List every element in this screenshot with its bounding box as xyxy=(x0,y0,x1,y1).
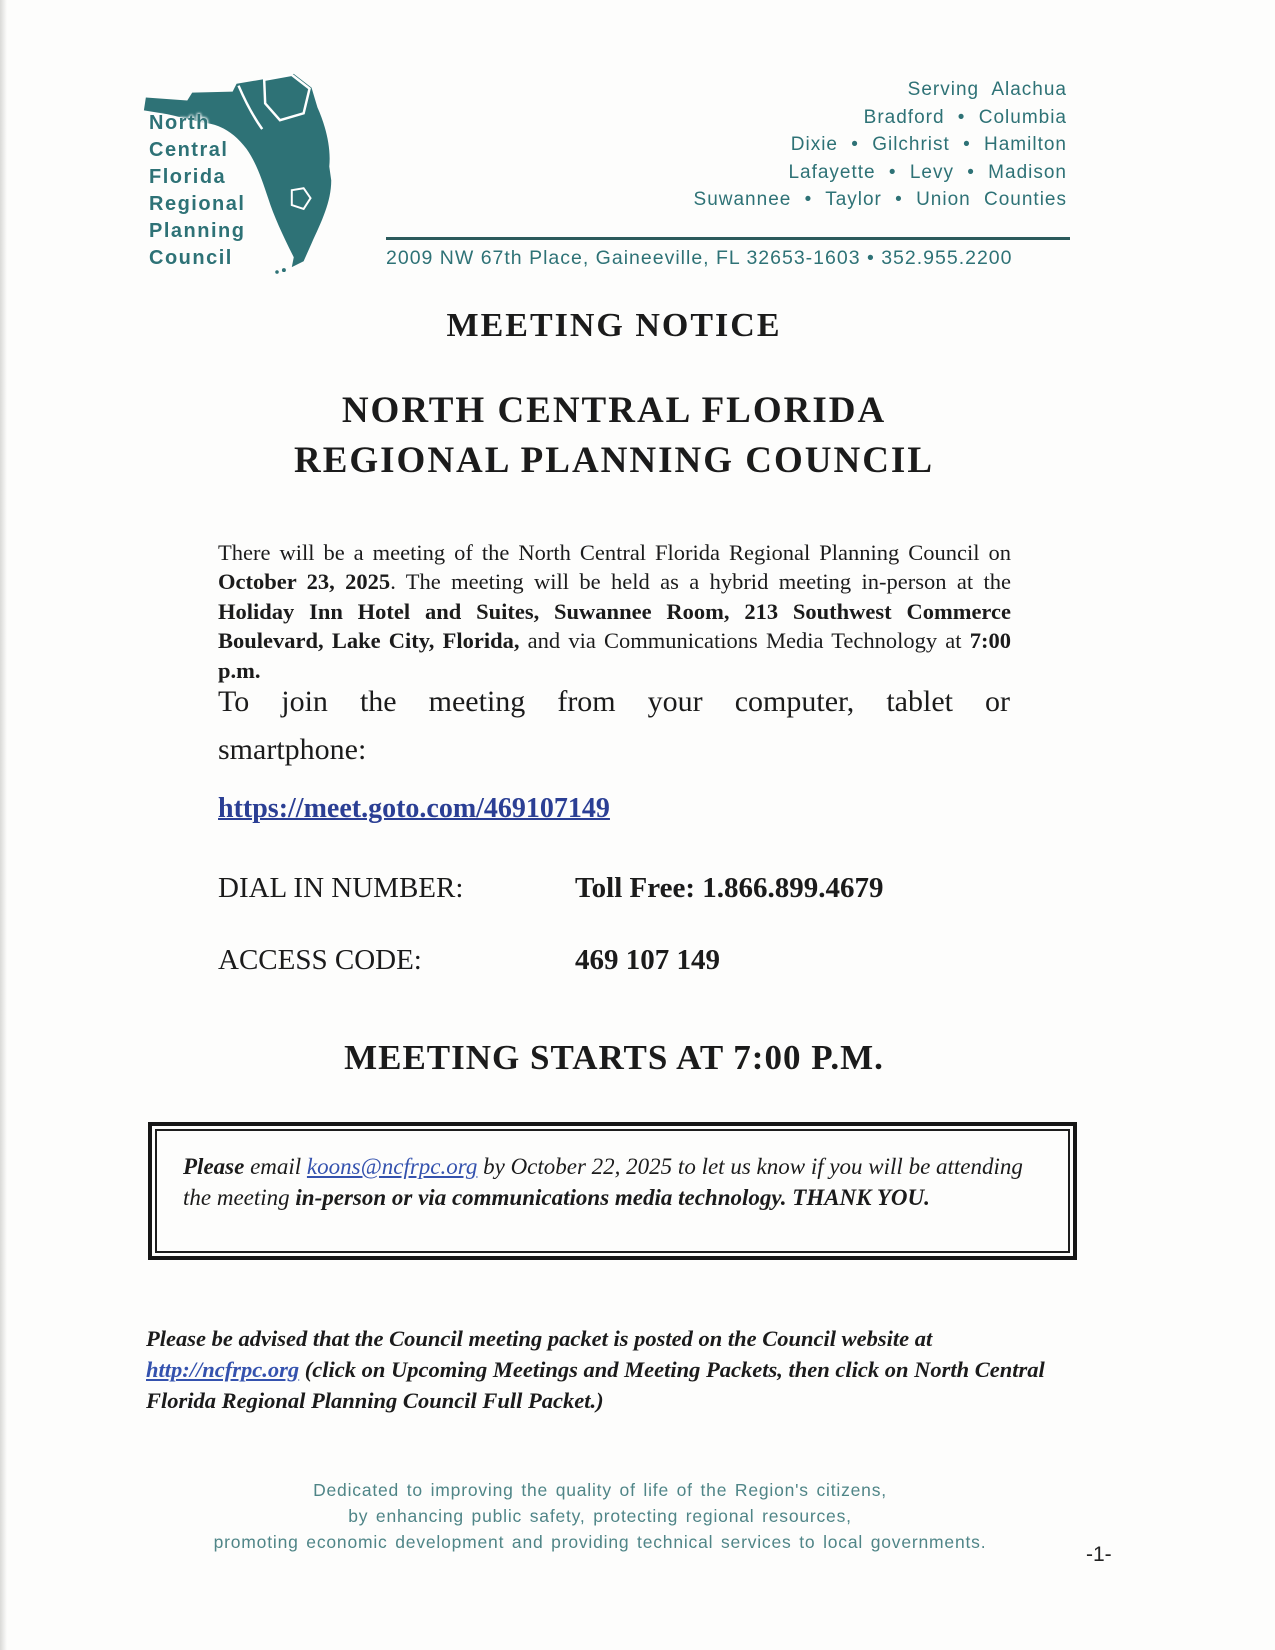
access-code-value: 469 107 149 xyxy=(575,944,720,976)
dial-in-row xyxy=(218,872,1010,905)
page-title: MEETING NOTICE xyxy=(446,307,782,344)
footer-line: Dedicated to improving the quality of life of the Region's citizens, xyxy=(313,1480,887,1500)
rsvp-notice-box xyxy=(148,1122,1077,1260)
organization-title xyxy=(218,386,1010,486)
footer-line: promoting economic development and providing technical services to local governments. xyxy=(213,1532,987,1552)
serving-line: Dixie • Gilchrist • Hamilton xyxy=(790,134,1067,155)
access-code-label: ACCESS CODE: xyxy=(218,944,422,976)
advisory-text: (click on Upcoming Meetings and Meeting Packets, then click on North Central Florida Regional Planning Council Full Packet.) xyxy=(146,1356,1045,1413)
rsvp-thank-you: THANK YOU. xyxy=(792,1185,930,1210)
meeting-date: October 23, 2025 xyxy=(218,569,391,594)
serving-line: Suwannee • Taylor • Union Counties xyxy=(693,189,1067,210)
rsvp-text: by October 22, 2025 to let us know if you will be attending the meeting xyxy=(183,1154,1023,1210)
rsvp-email-link[interactable]: koons@ncfrpc.org xyxy=(306,1154,478,1179)
rsvp-text: email xyxy=(244,1154,307,1179)
intro-text: . The meeting will be held as a hybrid meeting in-person at the xyxy=(390,569,1011,594)
serving-line: Lafayette • Levy • Madison xyxy=(788,161,1067,183)
meeting-location: Holiday Inn Hotel and Suites, Suwannee Room, 213 Southwest Commerce Boulevard, Lake City, Florida, xyxy=(218,598,1011,653)
meeting-url-link[interactable]: https://meet.goto.com/469107149 xyxy=(218,793,610,824)
rsvp-bold-text: in-person or via communications media technology. xyxy=(295,1185,787,1210)
intro-text: and via Communications Media Technology at xyxy=(519,628,970,653)
logo-word: Regional xyxy=(149,193,246,215)
logo-word: Planning xyxy=(149,220,246,242)
serving-counties-list xyxy=(694,76,1067,214)
rsvp-please: Please xyxy=(183,1154,245,1179)
packet-advisory-paragraph xyxy=(146,1323,1078,1416)
meeting-time: 7:00 p.m. xyxy=(218,628,1011,683)
advisory-text: Please be advised that the Council meeting packet is posted on the Council website at xyxy=(146,1325,933,1351)
scan-edge-artifact xyxy=(0,0,7,1650)
dial-in-number: Toll Free: 1.866.899.4679 xyxy=(575,872,884,904)
serving-line: Serving Alachua xyxy=(907,79,1067,100)
rsvp-notice-text xyxy=(155,1129,1070,1253)
intro-paragraph xyxy=(218,538,1011,686)
intro-text: There will be a meeting of the North Central Florida Regional Planning Council on xyxy=(218,539,1011,565)
mission-statement-footer xyxy=(0,1477,1200,1555)
join-instructions xyxy=(218,678,1010,774)
logo-wordmark xyxy=(149,110,245,272)
ncfrpc-logo xyxy=(133,64,351,276)
letterhead-address: 2009 NW 67th Place, Gaineeville, FL 32653-1603 • 352.955.2200 xyxy=(386,247,1013,269)
serving-line: Bradford • Columbia xyxy=(863,106,1067,128)
meeting-link-row xyxy=(218,793,610,825)
organization-title-line1: NORTH CENTRAL FLORIDA xyxy=(341,390,887,431)
meeting-start-heading: MEETING STARTS AT 7:00 P.M. xyxy=(344,1038,884,1077)
logo-word: Council xyxy=(149,247,233,269)
page-number: -1- xyxy=(1086,1543,1112,1566)
letterhead-divider xyxy=(386,237,1070,240)
join-line2: smartphone: xyxy=(218,733,367,766)
dial-in-label: DIAL IN NUMBER: xyxy=(218,872,464,904)
join-line1: To join the meeting from your computer, tablet or xyxy=(218,685,1010,718)
council-website-link[interactable]: http://ncfrpc.org xyxy=(146,1356,300,1382)
logo-word: North xyxy=(149,112,210,134)
logo-word: Florida xyxy=(149,166,227,188)
logo-word: Central xyxy=(149,139,229,161)
footer-line: by enhancing public safety, protecting regional resources, xyxy=(348,1506,852,1526)
access-code-row xyxy=(218,944,1010,977)
organization-title-line2: REGIONAL PLANNING COUNCIL xyxy=(293,440,934,481)
